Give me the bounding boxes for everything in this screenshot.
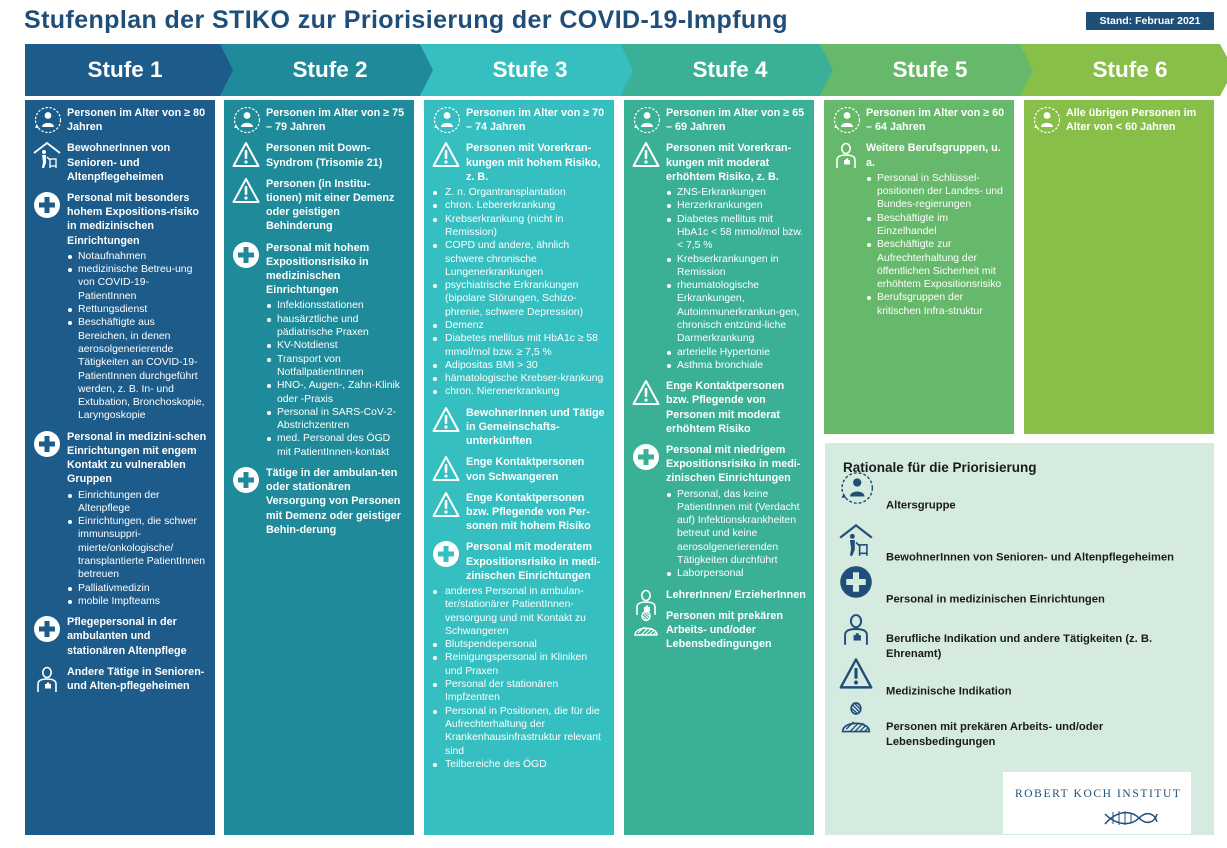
group-block [432, 141, 606, 398]
list-item: Krebserkrankungen in Remission [666, 253, 806, 280]
stufe-header-5 [820, 44, 1034, 96]
rationale-item [837, 486, 1207, 526]
list-item: Krebserkrankung (nicht in Remission) [432, 213, 606, 240]
list-item: anderes Personal in ambulan-ter/stationärer PatientInnen-versorgung und mit Kontakt zu Schwangeren [432, 585, 606, 638]
list-item: Reinigungspersonal in Kliniken und Praxen [432, 651, 606, 678]
worker-icon [839, 612, 873, 646]
stufe-column-1 [25, 100, 215, 835]
group-block [432, 455, 606, 483]
group-block [33, 106, 207, 134]
group-block [832, 141, 1006, 318]
group-list [866, 172, 1006, 318]
list-item: hämatologische Krebser-krankung [432, 372, 606, 385]
status-badge: Stand: Februar 2021 [1086, 12, 1214, 30]
group-title: Personen im Alter von ≥ 70 – 74 Jahren [466, 107, 605, 134]
nursing-home-icon [839, 523, 873, 557]
list-item: Berufsgruppen der kritischen Infra-struktur [866, 291, 1006, 318]
list-item: Beschäftigte aus Bereichen, in denen aerosolgenerierende Tätigkeiten an COVID-19-PatientInnen durchgeführt werden, z. B. In- und Extubation, Bronchoskopie, Laryngoskopie [67, 316, 207, 422]
stufe-label: Stufe 3 [492, 57, 568, 82]
worker-icon [33, 665, 61, 693]
group-block [232, 106, 406, 134]
group-block [632, 106, 806, 134]
worker-icon [832, 141, 860, 169]
warning-icon [839, 657, 873, 691]
list-item: psychiatrische Erkrankungen (bipolare Störungen, Schizo-phrenie, schwere Depression) [432, 279, 606, 319]
group-block [33, 191, 207, 423]
warning-icon [232, 141, 260, 169]
rationale-text: BewohnerInnen von Senioren- und Altenpflegeheimen [886, 551, 1174, 564]
rationale-text: Personen mit prekären Arbeits- und/oder Lebensbedingungen [886, 721, 1104, 748]
group-title: BewohnerInnen von Senioren- und Altenpflegeheimen [67, 142, 171, 183]
list-item: Personal der stationären Impfzentren [432, 678, 606, 705]
age-person-icon [832, 106, 860, 134]
list-item: Infektionsstationen [266, 299, 406, 312]
rationale-item [837, 715, 1207, 755]
group-list [67, 489, 207, 609]
stufe-header-2 [220, 44, 434, 96]
group-title: Personen im Alter von ≥ 65 – 69 Jahren [666, 107, 805, 134]
group-title: Personen mit prekären Arbeits- und/oder Lebensbedingungen [666, 609, 784, 651]
rationale-text: Altersgruppe [886, 499, 956, 512]
list-item: Notaufnahmen [67, 250, 207, 263]
group-title: Personen im Alter von ≥ 75 – 79 Jahren [266, 107, 405, 134]
group-list [432, 186, 606, 399]
medical-cross-icon [232, 466, 260, 494]
stufe-label: Stufe 5 [892, 57, 968, 82]
list-item: Diabetes mellitus mit HbA1c < 58 mmol/mol bzw. < 7,5 % [666, 213, 806, 253]
stufe-column-4 [624, 100, 814, 835]
group-list [666, 488, 806, 581]
list-item: Z. n. Organtransplantation [432, 186, 606, 199]
group-title: Enge Kontaktpersonen bzw. Pflegende von Per-sonen mit hohem Risiko [466, 491, 591, 533]
group-block [632, 379, 806, 436]
age-person-icon [1032, 106, 1060, 134]
rationale-text: Personal in medizinischen Einrichtungen [886, 593, 1105, 606]
group-list [266, 299, 406, 459]
stufe-label: Stufe 2 [292, 57, 368, 82]
warning-icon [632, 379, 660, 407]
list-item: chron. Nierenerkrankung [432, 385, 606, 398]
warning-icon [232, 177, 260, 205]
medical-cross-icon [33, 191, 61, 219]
group-title: Andere Tätige in Senioren- und Alten-pflegeheimen [67, 665, 205, 692]
list-item: hausärztliche und pädiatrische Praxen [266, 313, 406, 340]
rationale-item [837, 580, 1207, 620]
group-title: Personal mit besonders hohem Expositions-risiko in medizinischen Einrichtungen [67, 192, 199, 247]
warning-icon [632, 141, 660, 169]
page-title: Stufenplan der STIKO zur Priorisierung der COVID-19-Impfung [24, 6, 788, 34]
list-item: Rettungsdienst [67, 303, 207, 316]
group-block [232, 241, 406, 459]
list-item: medizinische Betreu-ung von COVID-19-PatientInnen [67, 263, 207, 303]
stufe-column-2 [224, 100, 414, 835]
age-person-icon [632, 106, 660, 134]
list-item: Personal, das keine PatientInnen mit (Verdacht auf) Infektionskrankheiten betreut und keine aerosolgenerierenden Tätigkeiten durchführt [666, 488, 806, 568]
group-title: Personal mit hohem Expositionsrisiko in medizinischen Einrichtungen [266, 241, 370, 297]
group-block [33, 430, 207, 608]
list-item: med. Personal des ÖGD mit PatientInnen-kontakt [266, 432, 406, 459]
group-block [232, 141, 406, 169]
rki-logo-text: ROBERT KOCH INSTITUT [1015, 788, 1182, 800]
group-title: LehrerInnen/ ErzieherInnen [666, 588, 806, 601]
group-block [432, 491, 606, 534]
nursing-home-icon [33, 141, 61, 169]
list-item: Personal in SARS-CoV-2-Abstrichzentren [266, 406, 406, 433]
list-item: Einrichtungen, die schwer immunsuppri-mierte/onkologische/ transplantierte PatientInnen betreuen [67, 515, 207, 581]
stufe-label: Stufe 4 [692, 57, 768, 82]
rki-logo-mark [1103, 808, 1159, 828]
warning-icon [432, 141, 460, 169]
list-item: Adipositas BMI > 30 [432, 359, 606, 372]
group-block [432, 106, 606, 134]
list-item: Palliativmedizin [67, 582, 207, 595]
medical-cross-icon [33, 430, 61, 458]
group-list [432, 585, 606, 771]
group-title: Enge Kontaktpersonen von Schwangeren [466, 456, 585, 483]
group-block [632, 609, 806, 652]
precarious-icon [632, 609, 660, 637]
medical-cross-icon [839, 565, 873, 599]
stufe-header-4 [620, 44, 834, 96]
stufe-column-3 [424, 100, 614, 835]
rationale-text: Berufliche Indikation und andere Tätigkeiten (z. B. Ehrenamt) [886, 633, 1153, 660]
list-item: COPD und andere, ähnlich schwere chronische Lungenerkrankungen [432, 239, 606, 279]
rationale-heading: Rationale für die Priorisierung [843, 460, 1037, 475]
list-item: chron. Lebererkrankung [432, 199, 606, 212]
list-item: Personal in Schlüssel-positionen der Landes- und Bundes-regierungen [866, 172, 1006, 212]
group-block [33, 615, 207, 658]
group-title: Personen mit Vorerkran-kungen mit hohem Risiko, z. B. [466, 142, 601, 183]
age-person-icon [232, 106, 260, 134]
group-block [432, 406, 606, 449]
group-title: Alle übrigen Personen im Alter von < 60 Jahren [1066, 107, 1197, 134]
group-title: Personen mit Down-Syndrom (Trisomie 21) [266, 142, 383, 169]
list-item: Transport von NotfallpatientInnen [266, 353, 406, 380]
medical-cross-icon [33, 615, 61, 643]
rki-logo [1003, 772, 1191, 834]
group-title: Pflegepersonal in der ambulanten und stationären Altenpflege [67, 616, 187, 657]
stufe-column-6 [1024, 100, 1214, 434]
list-item: Asthma bronchiale [666, 359, 806, 372]
group-block [632, 588, 806, 602]
stufe-label: Stufe 1 [87, 57, 163, 82]
list-item: Personal in Positionen, die für die Aufrechterhaltung der Krankenhausinfrastruktur relevant sind [432, 705, 606, 758]
group-title: Personen im Alter von ≥ 80 Jahren [67, 107, 206, 134]
group-title: Personal mit moderatem Expositionsrisiko in medi-zinischen Einrichtungen [466, 541, 601, 582]
stufe-column-5 [824, 100, 1014, 434]
list-item: HNO-, Augen-, Zahn-Klinik oder -Praxis [266, 379, 406, 406]
warning-icon [432, 455, 460, 483]
group-title: Weitere Berufsgruppen, u. a. [866, 142, 1001, 169]
age-person-icon [432, 106, 460, 134]
stufe-header-3 [420, 44, 634, 96]
stufe-header-1 [25, 44, 235, 96]
group-block [232, 466, 406, 537]
group-title: Personal mit niedrigem Expositionsrisiko in medi-zinischen Einrichtungen [666, 443, 801, 485]
group-block [832, 106, 1006, 134]
group-block [1032, 106, 1206, 134]
group-block [632, 443, 806, 581]
age-person-icon [33, 106, 61, 134]
age-person-icon [839, 471, 873, 505]
group-title: Personen (in Institu-tionen) mit einer Demenz oder geistigen Behinderung [266, 177, 395, 233]
rationale-item [837, 538, 1207, 578]
warning-icon [432, 491, 460, 519]
stufe-header-6 [1020, 44, 1227, 96]
list-item: Beschäftigte zur Aufrechterhaltung der öffentlichen Sicherheit mit erhöhtem Expositionsrisiko [866, 238, 1006, 291]
group-title: Personen im Alter von ≥ 60 – 64 Jahren [866, 107, 1005, 134]
list-item: Beschäftigte im Einzelhandel [866, 212, 1006, 239]
list-item: Demenz [432, 319, 606, 332]
list-item: rheumatologische Erkrankungen, Autoimmunerkrankun-gen, chronisch entzünd-liche Darmerkrankung [666, 279, 806, 345]
rationale-item [837, 672, 1207, 712]
list-item: ZNS-Erkrankungen [666, 186, 806, 199]
group-block [232, 177, 406, 234]
group-title: Personen mit Vorerkran-kungen mit moderat erhöhtem Risiko, z. B. [666, 142, 792, 183]
list-item: Einrichtungen der Altenpflege [67, 489, 207, 516]
group-title: Tätige in der ambulan-ten oder stationären Versorgung von Personen mit Demenz oder geistiger Behin-derung [266, 467, 401, 536]
group-block [33, 665, 207, 693]
medical-cross-icon [632, 443, 660, 471]
list-item: Diabetes mellitus mit HbA1c ≥ 58 mmol/mol bzw. ≥ 7,5 % [432, 332, 606, 359]
list-item: Blutspendepersonal [432, 638, 606, 651]
group-title: Personal in medizini-schen Einrichtungen mit engem Kontakt zu vulnerablen Gruppen [67, 430, 207, 486]
precarious-icon [839, 700, 873, 734]
stufe-label: Stufe 6 [1092, 57, 1168, 82]
warning-icon [432, 406, 460, 434]
group-block [632, 141, 806, 372]
rationale-item [837, 627, 1207, 667]
group-list [67, 250, 207, 423]
list-item: KV-Notdienst [266, 339, 406, 352]
list-item: Teilbereiche des ÖGD [432, 758, 606, 771]
medical-cross-icon [232, 241, 260, 269]
group-title: BewohnerInnen und Tätige in Gemeinschafts-unterkünften [466, 406, 605, 448]
medical-cross-icon [432, 540, 460, 568]
list-item: arterielle Hypertonie [666, 346, 806, 359]
group-block [432, 540, 606, 771]
rationale-text: Medizinische Indikation [886, 685, 1012, 698]
list-item: mobile Impfteams [67, 595, 207, 608]
group-block [33, 141, 207, 184]
group-list [666, 186, 806, 372]
list-item: Laborpersonal [666, 567, 806, 580]
group-title: Enge Kontaktpersonen bzw. Pflegende von Personen mit moderat erhöhtem Risiko [666, 380, 785, 435]
list-item: Herzerkrankungen [666, 199, 806, 212]
